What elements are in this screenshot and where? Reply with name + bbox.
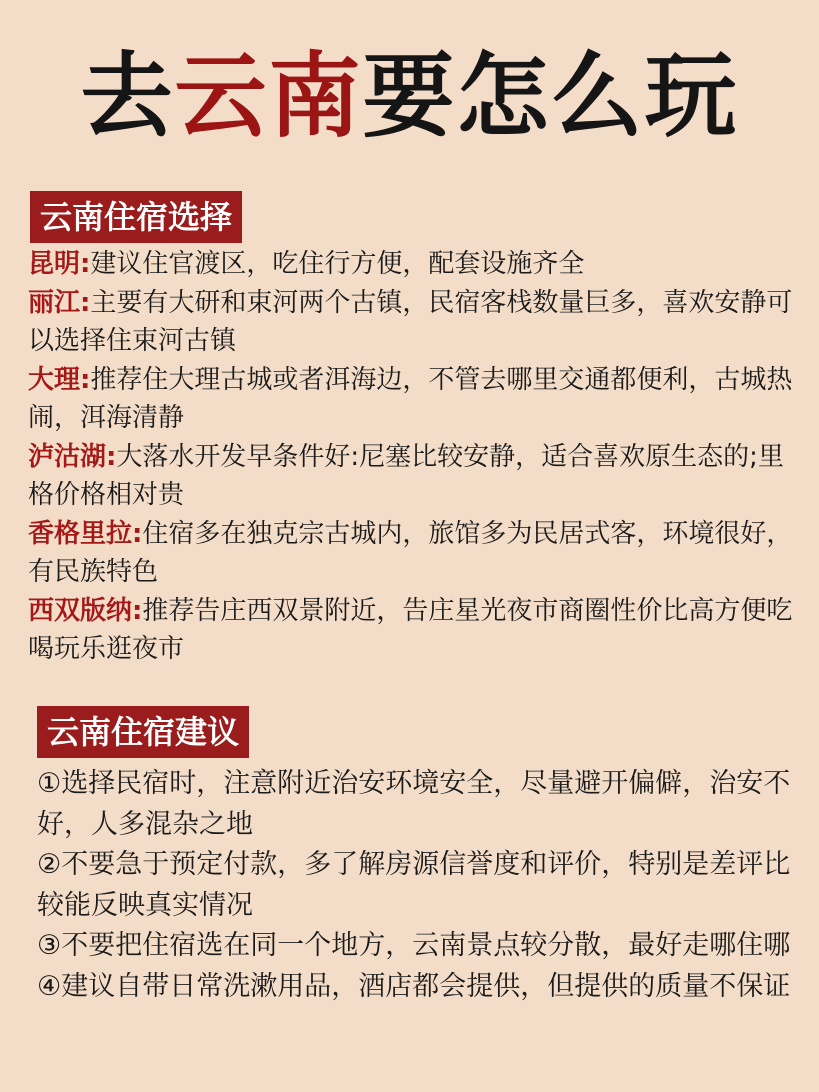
list-item: 昆明:建议住官渡区，吃住行方便，配套设施齐全 — [28, 249, 585, 279]
list-item: ①选择民宿时，注意附近治安环境安全，尽量避开偏僻，治安不好，人多混杂之地 — [37, 768, 791, 840]
list-item: ②不要急于预定付款，多了解房源信誉度和评价，特别是差评比较能反映真实情况 — [37, 849, 791, 921]
list-item: ④建议自带日常洗漱用品，酒店都会提供，但提供的质量不保证 — [37, 970, 791, 1002]
city-name: 昆明 — [28, 249, 81, 279]
city-name: 大理 — [28, 364, 81, 395]
list-item: 丽江:主要有大研和束河两个古镇，民宿客栈数量巨多，喜欢安静可以选择住束河古镇 — [28, 287, 793, 356]
title-part-1: 去 — [80, 43, 175, 150]
list-item: 泸沽湖:大落水开发早条件好:尼塞比较安静，适合喜欢原生态的;里格价格相对贵 — [28, 441, 784, 510]
item-text: 推荐告庄西双景附近，告庄星光夜市商圈性价比高方便吃喝玩乐逛夜市 — [28, 595, 793, 664]
list-item: 香格里拉:住宿多在独克宗古城内，旅馆多为民居式客，环境很好，有民族特色 — [28, 518, 793, 587]
title-part-3: 要怎么玩 — [362, 43, 739, 150]
lodging-choice-list — [28, 245, 801, 669]
item-text: 建议住官渡区，吃住行方便，配套设施齐全 — [90, 249, 585, 279]
city-name: 丽江 — [28, 287, 81, 318]
item-text: 推荐住大理古城或者洱海边，不管去哪里交通都便利，古城热闹，洱海清静 — [28, 364, 793, 433]
item-text: 主要有大研和束河两个古镇，民宿客栈数量巨多，喜欢安静可以选择住束河古镇 — [28, 287, 793, 356]
page-title — [0, 42, 819, 152]
list-item: 大理:推荐住大理古城或者洱海边，不管去哪里交通都便利，古城热闹，洱海清静 — [28, 364, 793, 433]
city-name: 泸沽湖 — [28, 441, 107, 472]
item-text: 大落水开发早条件好:尼塞比较安静，适合喜欢原生态的;里格价格相对贵 — [28, 441, 784, 510]
list-item: ③不要把住宿选在同一个地方，云南景点较分散，最好走哪住哪 — [37, 930, 791, 961]
list-item: 西双版纳:推荐告庄西双景附近，告庄星光夜市商圈性价比高方便吃喝玩乐逛夜市 — [28, 595, 793, 664]
title-part-2: 云南 — [174, 43, 363, 150]
section-heading-lodging-choice: 云南住宿选择 — [30, 191, 242, 243]
city-name: 西双版纳 — [28, 595, 133, 626]
item-text: 住宿多在独克宗古城内，旅馆多为民居式客，环境很好，有民族特色 — [28, 518, 793, 587]
lodging-advice-list — [37, 764, 803, 1007]
city-name: 香格里拉 — [28, 518, 133, 549]
section-heading-lodging-advice: 云南住宿建议 — [37, 706, 249, 758]
